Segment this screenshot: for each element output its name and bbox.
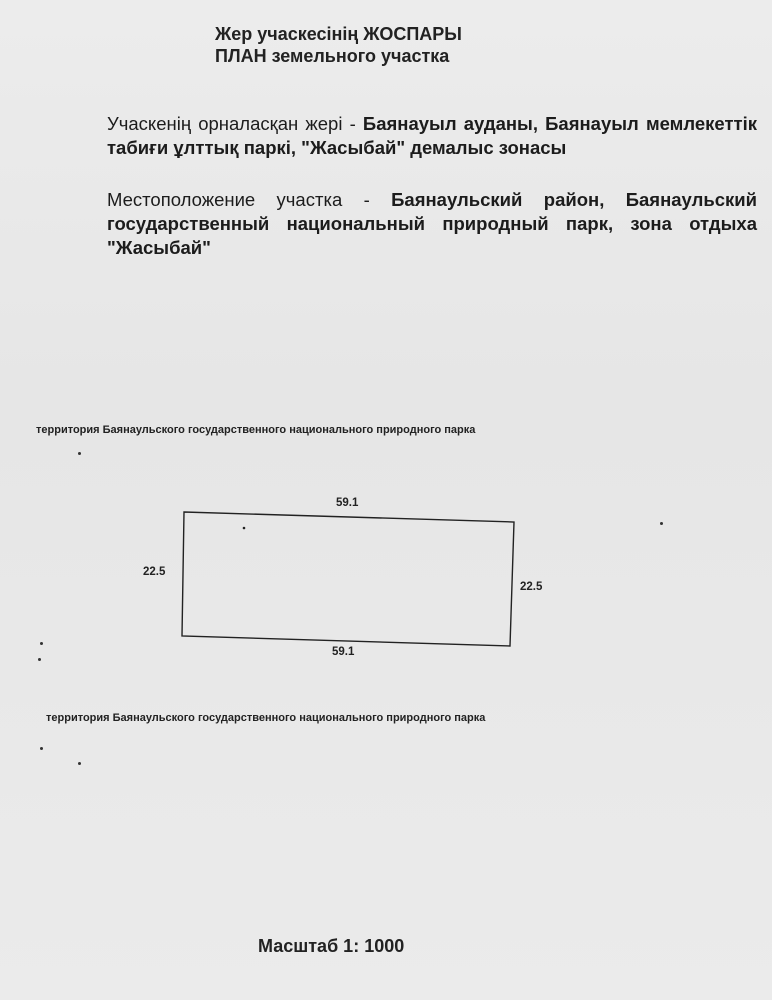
location-ru-label: Местоположение участка - bbox=[107, 189, 392, 210]
document-title-ru: ПЛАН земельного участка bbox=[215, 46, 450, 66]
location-kz bbox=[107, 112, 757, 160]
location-ru bbox=[107, 188, 757, 260]
neighbor-label-top: территория Баянаульского государственного национального природного парка bbox=[36, 424, 476, 436]
document-title-kz: Жер учаскесінің ЖОСПАРЫ bbox=[215, 24, 462, 44]
neighbor-label-bottom: территория Баянаульского государственного национального природного парка bbox=[46, 712, 486, 724]
side-length-left: 22.5 bbox=[143, 566, 166, 578]
side-length-right: 22.5 bbox=[520, 581, 543, 593]
parcel-boundary bbox=[182, 512, 514, 646]
paper-speck bbox=[38, 658, 41, 661]
boundary-point-mark bbox=[243, 527, 246, 530]
location-kz-label: Учаскенің орналасқан жері - bbox=[107, 113, 363, 134]
location-kz-value: Баянауыл ауданы, Баянауыл мемлекеттік табиғи ұлттық паркі, "Жасыбай" демалыс зонасы bbox=[107, 113, 757, 158]
paper-speck bbox=[78, 452, 81, 455]
location-ru-value: Баянаульский район, Баянаульский государственный национальный природный парк, зона отдыха "Жасыбай" bbox=[107, 189, 757, 258]
paper-speck bbox=[40, 747, 43, 750]
side-length-bottom: 59.1 bbox=[332, 646, 355, 658]
scale-label: Масштаб 1: 1000 bbox=[258, 936, 405, 956]
side-length-top: 59.1 bbox=[336, 497, 359, 509]
paper-speck bbox=[78, 762, 81, 765]
paper-speck bbox=[660, 522, 663, 525]
paper-speck bbox=[40, 642, 43, 645]
